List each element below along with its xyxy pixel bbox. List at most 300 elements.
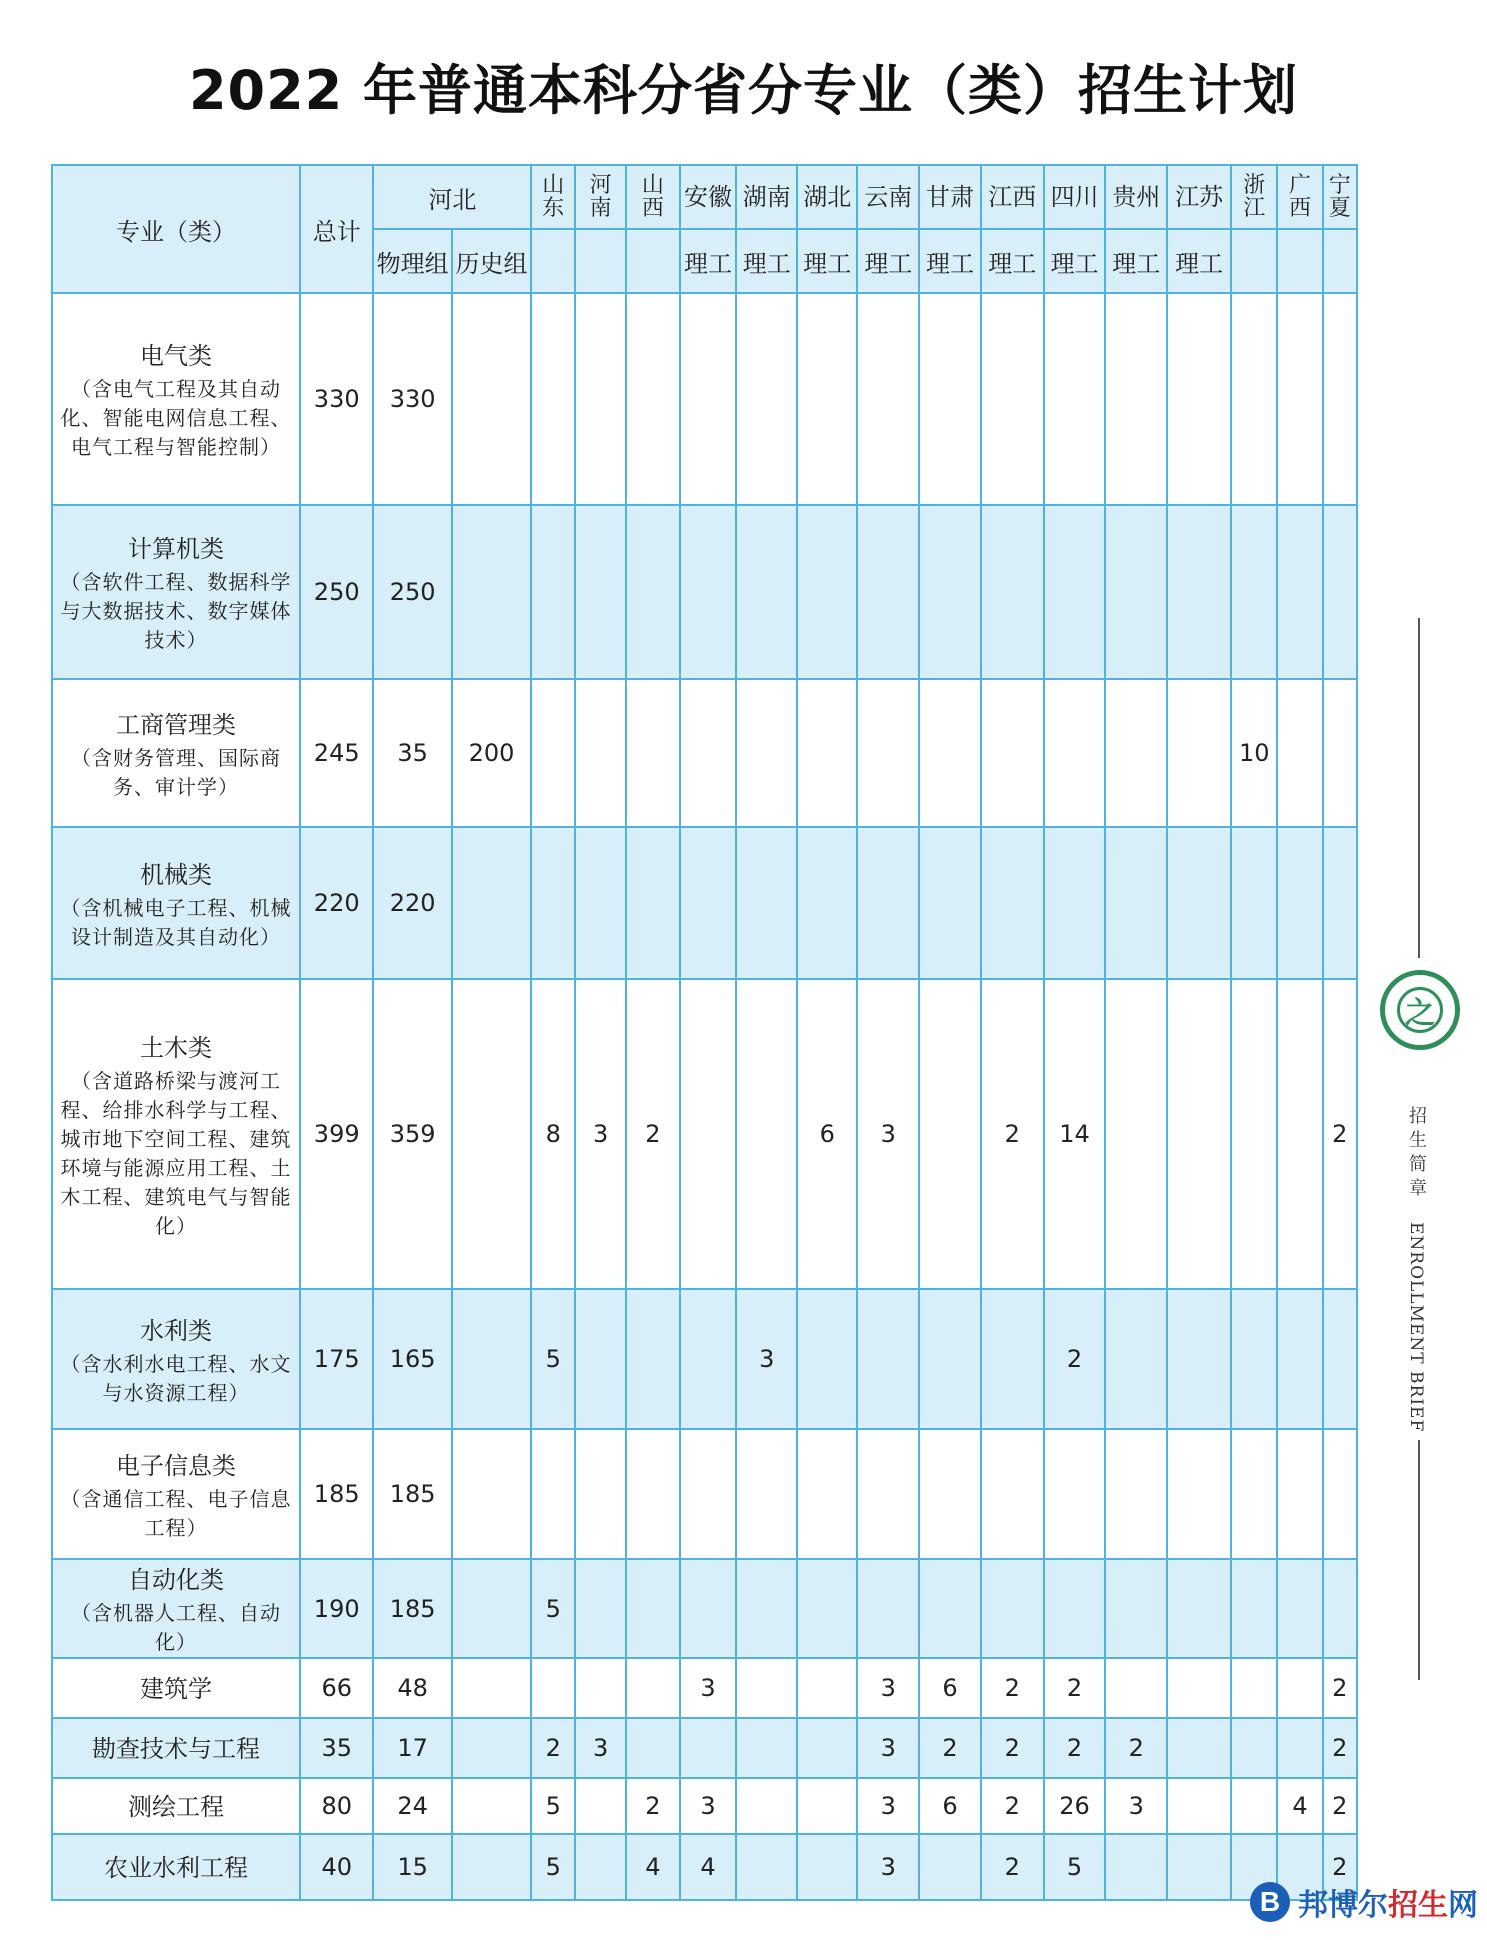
cell-province-quota: [1231, 979, 1277, 1289]
cell-province-quota: [1167, 1429, 1231, 1559]
cell-province-quota: 3: [857, 1778, 919, 1834]
cell-province-quota: [1167, 679, 1231, 827]
cell-province-quota: [1323, 827, 1358, 979]
major-description: （含机械电子工程、机械设计制造及其自动化）: [60, 895, 292, 949]
cell-province-quota: 5: [531, 1834, 575, 1900]
cell-total: 245: [300, 679, 374, 827]
cell-province-quota: [736, 293, 797, 505]
major-name: 建筑学: [139, 1674, 212, 1703]
cell-province-quota: 3: [857, 1718, 919, 1778]
header-province: 江西: [981, 165, 1044, 229]
cell-province-quota: [736, 1778, 797, 1834]
cell-province-quota: 6: [919, 1778, 981, 1834]
header-subtype: 理工: [1167, 229, 1231, 293]
cell-province-quota: [575, 827, 626, 979]
cell-province-quota: 3: [680, 1778, 737, 1834]
cell-province-quota: [1105, 1559, 1167, 1658]
major-description: （含电气工程及其自动化、智能电网信息工程、电气工程与智能控制）: [60, 377, 292, 459]
cell-physics: 250: [373, 505, 451, 679]
table-row: [52, 1559, 1357, 1658]
header-province: [575, 165, 626, 229]
table-row: [52, 293, 1357, 505]
cell-province-quota: [531, 505, 575, 679]
cell-province-quota: [919, 1834, 981, 1900]
cell-province-quota: [797, 1778, 858, 1834]
major-name: 工商管理类: [115, 710, 236, 739]
cell-total: 185: [300, 1429, 374, 1559]
header-province: [626, 165, 679, 229]
cell-province-quota: [575, 1559, 626, 1658]
cell-province-quota: [575, 679, 626, 827]
watermark-logo-icon: B: [1250, 1882, 1290, 1922]
cell-province-quota: [797, 679, 858, 827]
cell-total: 220: [300, 827, 374, 979]
cell-province-quota: 5: [531, 1778, 575, 1834]
cell-province-quota: [1277, 1718, 1322, 1778]
cell-province-quota: [575, 1778, 626, 1834]
cell-province-quota: [981, 679, 1044, 827]
side-divider-top: [1418, 618, 1420, 958]
cell-province-quota: 2: [1323, 1718, 1358, 1778]
cell-province-quota: [1277, 827, 1322, 979]
cell-province-quota: [1231, 1289, 1277, 1429]
cell-province-quota: [531, 827, 575, 979]
cell-history: [452, 1559, 531, 1658]
cell-province-quota: [919, 827, 981, 979]
side-label-cn: 招生简章: [1409, 1106, 1427, 1199]
cell-province-quota: 3: [575, 979, 626, 1289]
cell-physics: 359: [373, 979, 451, 1289]
cell-province-quota: [1105, 827, 1167, 979]
cell-province-quota: [1167, 505, 1231, 679]
cell-province-quota: [1231, 1559, 1277, 1658]
major-name: 勘查技术与工程: [91, 1734, 260, 1763]
header-province: 湖南: [736, 165, 797, 229]
cell-province-quota: [1044, 1559, 1106, 1658]
side-divider-bottom: [1418, 1440, 1420, 1680]
cell-province-quota: 4: [680, 1834, 737, 1900]
major-name: 水利类: [139, 1316, 212, 1345]
cell-province-quota: 2: [531, 1718, 575, 1778]
header-history: 历史组: [452, 229, 531, 293]
cell-province-quota: [857, 1559, 919, 1658]
major-name: 土木类: [139, 1033, 212, 1062]
table-row: [52, 505, 1357, 679]
table-row: [52, 1658, 1357, 1718]
cell-history: [452, 1658, 531, 1718]
cell-province-quota: [919, 979, 981, 1289]
cell-province-quota: [797, 1718, 858, 1778]
cell-province-quota: [575, 293, 626, 505]
cell-total: 66: [300, 1658, 374, 1718]
cell-province-quota: 2: [981, 979, 1044, 1289]
cell-province-quota: [626, 827, 679, 979]
cell-province-quota: [1323, 679, 1358, 827]
cell-province-quota: 26: [1044, 1778, 1106, 1834]
cell-province-quota: [1277, 1289, 1322, 1429]
major-description: （含财务管理、国际商务、审计学）: [70, 745, 281, 799]
cell-province-quota: [1167, 1718, 1231, 1778]
major-cell: [52, 1834, 300, 1900]
major-cell: [52, 1429, 300, 1559]
cell-province-quota: [797, 1289, 858, 1429]
cell-province-quota: 2: [981, 1778, 1044, 1834]
cell-province-quota: [1231, 293, 1277, 505]
header-province-label: 河南: [589, 172, 612, 221]
cell-total: 250: [300, 505, 374, 679]
cell-province-quota: [680, 1559, 737, 1658]
cell-province-quota: [680, 827, 737, 979]
cell-province-quota: [981, 505, 1044, 679]
cell-province-quota: [1277, 293, 1322, 505]
major-description: （含道路桥梁与渡河工程、给排水科学与工程、城市地下空间工程、建筑环境与能源应用工程、土木工程、建筑电气与智能化）: [60, 1068, 292, 1238]
header-subtype: 理工: [857, 229, 919, 293]
table-row: [52, 1834, 1357, 1900]
cell-province-quota: 3: [1105, 1778, 1167, 1834]
header-subtype: 理工: [1105, 229, 1167, 293]
cell-province-quota: [1044, 293, 1106, 505]
header-subtype: [1323, 229, 1358, 293]
cell-history: [452, 827, 531, 979]
cell-province-quota: [1105, 979, 1167, 1289]
cell-province-quota: [1323, 1289, 1358, 1429]
major-name: 机械类: [139, 860, 212, 889]
cell-province-quota: 2: [981, 1834, 1044, 1900]
cell-province-quota: [919, 679, 981, 827]
header-major: 专业（类）: [52, 165, 300, 293]
major-description: （含通信工程、电子信息工程）: [60, 1486, 292, 1540]
header-province: [531, 165, 575, 229]
major-description: （含水利水电工程、水文与水资源工程）: [60, 1351, 292, 1405]
major-name: 电子信息类: [115, 1451, 236, 1480]
cell-province-quota: [1105, 1658, 1167, 1718]
cell-province-quota: [919, 293, 981, 505]
cell-province-quota: [797, 1658, 858, 1718]
cell-province-quota: [981, 293, 1044, 505]
table-row: [52, 1429, 1357, 1559]
cell-province-quota: [1105, 679, 1167, 827]
cell-province-quota: [1167, 979, 1231, 1289]
cell-province-quota: 6: [919, 1658, 981, 1718]
enrollment-plan-table: [51, 164, 1358, 1901]
cell-province-quota: [857, 293, 919, 505]
header-subtype: 理工: [680, 229, 737, 293]
cell-province-quota: [797, 1834, 858, 1900]
cell-province-quota: 2: [626, 979, 679, 1289]
cell-province-quota: [626, 293, 679, 505]
table-row: [52, 1289, 1357, 1429]
cell-province-quota: 14: [1044, 979, 1106, 1289]
cell-province-quota: [626, 1289, 679, 1429]
cell-province-quota: [857, 827, 919, 979]
cell-physics: 48: [373, 1658, 451, 1718]
header-subtype: 理工: [1044, 229, 1106, 293]
header-province: 贵州: [1105, 165, 1167, 229]
header-subtype: [626, 229, 679, 293]
cell-physics: 17: [373, 1718, 451, 1778]
cell-province-quota: [1044, 505, 1106, 679]
major-name: 自动化类: [127, 1566, 224, 1594]
header-province: 甘肃: [919, 165, 981, 229]
cell-province-quota: [680, 1718, 737, 1778]
watermark: [1250, 1880, 1478, 1924]
cell-province-quota: [1105, 1834, 1167, 1900]
cell-province-quota: [680, 679, 737, 827]
cell-province-quota: 2: [1323, 1778, 1358, 1834]
major-cell: [52, 293, 300, 505]
cell-province-quota: 2: [981, 1658, 1044, 1718]
cell-province-quota: 2: [1323, 1834, 1358, 1900]
cell-total: 190: [300, 1559, 374, 1658]
cell-province-quota: [736, 979, 797, 1289]
header-province: [1277, 165, 1322, 229]
cell-province-quota: [575, 1429, 626, 1559]
cell-province-quota: [1105, 505, 1167, 679]
cell-physics: 185: [373, 1429, 451, 1559]
cell-province-quota: [981, 827, 1044, 979]
cell-province-quota: 2: [626, 1778, 679, 1834]
cell-province-quota: [575, 505, 626, 679]
cell-province-quota: 5: [1044, 1834, 1106, 1900]
cell-province-quota: [626, 1559, 679, 1658]
cell-province-quota: [1044, 679, 1106, 827]
cell-physics: 220: [373, 827, 451, 979]
cell-province-quota: [919, 505, 981, 679]
cell-total: 80: [300, 1778, 374, 1834]
table-row: [52, 1778, 1357, 1834]
header-province-label: 宁夏: [1328, 172, 1351, 221]
cell-province-quota: 2: [981, 1718, 1044, 1778]
cell-province-quota: [736, 1429, 797, 1559]
header-province-label: 广西: [1288, 172, 1311, 221]
cell-province-quota: [680, 293, 737, 505]
cell-province-quota: 2: [919, 1718, 981, 1778]
cell-province-quota: 10: [1231, 679, 1277, 827]
cell-province-quota: [531, 293, 575, 505]
cell-province-quota: [797, 293, 858, 505]
cell-province-quota: [1044, 827, 1106, 979]
header-subtype: [1231, 229, 1277, 293]
cell-province-quota: [626, 505, 679, 679]
cell-province-quota: [680, 979, 737, 1289]
cell-province-quota: 3: [680, 1658, 737, 1718]
header-province-label: 山东: [542, 172, 565, 221]
major-cell: [52, 1778, 300, 1834]
header-province: [1323, 165, 1358, 229]
cell-province-quota: 3: [575, 1718, 626, 1778]
cell-total: 35: [300, 1718, 374, 1778]
watermark-text: 邦博尔招生网: [1298, 1888, 1478, 1923]
cell-province-quota: 2: [1323, 1658, 1358, 1718]
cell-province-quota: [1231, 505, 1277, 679]
header-total: 总计: [300, 165, 374, 293]
cell-province-quota: [736, 1834, 797, 1900]
major-cell: [52, 979, 300, 1289]
cell-province-quota: [1231, 827, 1277, 979]
cell-province-quota: [1044, 1429, 1106, 1559]
cell-province-quota: [1105, 293, 1167, 505]
cell-physics: 15: [373, 1834, 451, 1900]
major-description: （含机器人工程、自动化）: [70, 1601, 281, 1654]
cell-province-quota: [1323, 1429, 1358, 1559]
cell-province-quota: [626, 1429, 679, 1559]
cell-province-quota: [1231, 1429, 1277, 1559]
cell-history: [452, 1289, 531, 1429]
cell-province-quota: 8: [531, 979, 575, 1289]
cell-province-quota: [1231, 1658, 1277, 1718]
cell-province-quota: [1105, 1429, 1167, 1559]
cell-province-quota: [1167, 827, 1231, 979]
cell-province-quota: [919, 1429, 981, 1559]
header-province-label: 山西: [641, 172, 664, 221]
cell-province-quota: [857, 1429, 919, 1559]
cell-total: 399: [300, 979, 374, 1289]
cell-province-quota: [797, 505, 858, 679]
header-province: 云南: [857, 165, 919, 229]
cell-province-quota: [736, 1559, 797, 1658]
cell-history: [452, 1718, 531, 1778]
cell-province-quota: [626, 1658, 679, 1718]
cell-total: 40: [300, 1834, 374, 1900]
cell-province-quota: [919, 1289, 981, 1429]
cell-province-quota: [1277, 1559, 1322, 1658]
header-subtype: 理工: [919, 229, 981, 293]
header-subtype: [531, 229, 575, 293]
cell-province-quota: [1323, 1559, 1358, 1658]
cell-province-quota: 2: [1044, 1289, 1106, 1429]
major-name: 电气类: [139, 342, 212, 370]
cell-province-quota: [797, 1429, 858, 1559]
cell-province-quota: [680, 1429, 737, 1559]
cell-province-quota: [575, 1658, 626, 1718]
cell-province-quota: 2: [1105, 1718, 1167, 1778]
cell-province-quota: [575, 1834, 626, 1900]
cell-province-quota: [680, 1289, 737, 1429]
cell-province-quota: [626, 679, 679, 827]
cell-province-quota: [797, 1559, 858, 1658]
cell-province-quota: [981, 1429, 1044, 1559]
cell-history: [452, 1429, 531, 1559]
cell-history: [452, 979, 531, 1289]
header-subtype: [575, 229, 626, 293]
cell-province-quota: [919, 1559, 981, 1658]
cell-history: [452, 293, 531, 505]
cell-province-quota: [1277, 979, 1322, 1289]
cell-province-quota: 4: [626, 1834, 679, 1900]
major-cell: [52, 679, 300, 827]
header-subtype: 理工: [981, 229, 1044, 293]
cell-province-quota: 3: [736, 1289, 797, 1429]
cell-province-quota: 5: [531, 1289, 575, 1429]
cell-province-quota: [1167, 293, 1231, 505]
cell-physics: 24: [373, 1778, 451, 1834]
cell-province-quota: 5: [531, 1559, 575, 1658]
cell-physics: 165: [373, 1289, 451, 1429]
cell-history: [452, 505, 531, 679]
major-cell: [52, 1658, 300, 1718]
cell-physics: 185: [373, 1559, 451, 1658]
cell-province-quota: [857, 505, 919, 679]
header-province: 江苏: [1167, 165, 1231, 229]
table-row: [52, 1718, 1357, 1778]
cell-province-quota: [531, 1658, 575, 1718]
cell-province-quota: [1323, 293, 1358, 505]
table-row: [52, 827, 1357, 979]
cell-province-quota: [1277, 1429, 1322, 1559]
cell-province-quota: [1167, 1289, 1231, 1429]
major-cell: [52, 1289, 300, 1429]
cell-province-quota: [797, 827, 858, 979]
cell-province-quota: 6: [797, 979, 858, 1289]
cell-province-quota: [1323, 505, 1358, 679]
header-subtype: 理工: [736, 229, 797, 293]
cell-province-quota: [531, 1429, 575, 1559]
header-province: 四川: [1044, 165, 1106, 229]
page-title: 2022 年普通本科分省分专业（类）招生计划: [188, 59, 1299, 122]
cell-province-quota: [1167, 1778, 1231, 1834]
cell-province-quota: 3: [857, 1834, 919, 1900]
cell-province-quota: [736, 827, 797, 979]
cell-province-quota: [981, 1289, 1044, 1429]
cell-history: [452, 1778, 531, 1834]
cell-province-quota: [1231, 1718, 1277, 1778]
cell-province-quota: 2: [1044, 1658, 1106, 1718]
cell-province-quota: [736, 1718, 797, 1778]
table-row: [52, 979, 1357, 1289]
cell-province-quota: [1167, 1559, 1231, 1658]
cell-province-quota: [736, 679, 797, 827]
cell-physics: 35: [373, 679, 451, 827]
cell-province-quota: 4: [1277, 1778, 1322, 1834]
cell-province-quota: [1277, 505, 1322, 679]
cell-province-quota: [736, 1658, 797, 1718]
major-cell: [52, 1559, 300, 1658]
major-description: （含软件工程、数据科学与大数据技术、数字媒体技术）: [60, 570, 292, 652]
cell-province-quota: [1277, 1658, 1322, 1718]
header-province-label: 浙江: [1243, 172, 1266, 221]
cell-province-quota: [680, 505, 737, 679]
header-subtype: 理工: [797, 229, 858, 293]
cell-province-quota: 3: [857, 979, 919, 1289]
cell-province-quota: [626, 1718, 679, 1778]
cell-province-quota: [857, 1289, 919, 1429]
cell-province-quota: [1167, 1658, 1231, 1718]
cell-province-quota: 2: [1044, 1718, 1106, 1778]
cell-province-quota: [1167, 1834, 1231, 1900]
cell-province-quota: [1105, 1289, 1167, 1429]
major-cell: [52, 827, 300, 979]
cell-province-quota: [1277, 679, 1322, 827]
cell-province-quota: [736, 505, 797, 679]
cell-province-quota: 2: [1323, 979, 1358, 1289]
cell-province-quota: [531, 679, 575, 827]
cell-total: 330: [300, 293, 374, 505]
cell-total: 175: [300, 1289, 374, 1429]
cell-province-quota: [857, 679, 919, 827]
cell-province-quota: [981, 1559, 1044, 1658]
cell-province-quota: [575, 1289, 626, 1429]
side-label-en: ENROLLMENT BRIEF: [1406, 1222, 1426, 1433]
header-province: 湖北: [797, 165, 858, 229]
header-province: [1231, 165, 1277, 229]
header-hebei: 河北: [373, 165, 531, 229]
major-name: 农业水利工程: [103, 1853, 248, 1882]
table-row: [52, 679, 1357, 827]
cell-history: [452, 1834, 531, 1900]
cell-physics: 330: [373, 293, 451, 505]
major-cell: [52, 505, 300, 679]
cell-province-quota: 3: [857, 1658, 919, 1718]
